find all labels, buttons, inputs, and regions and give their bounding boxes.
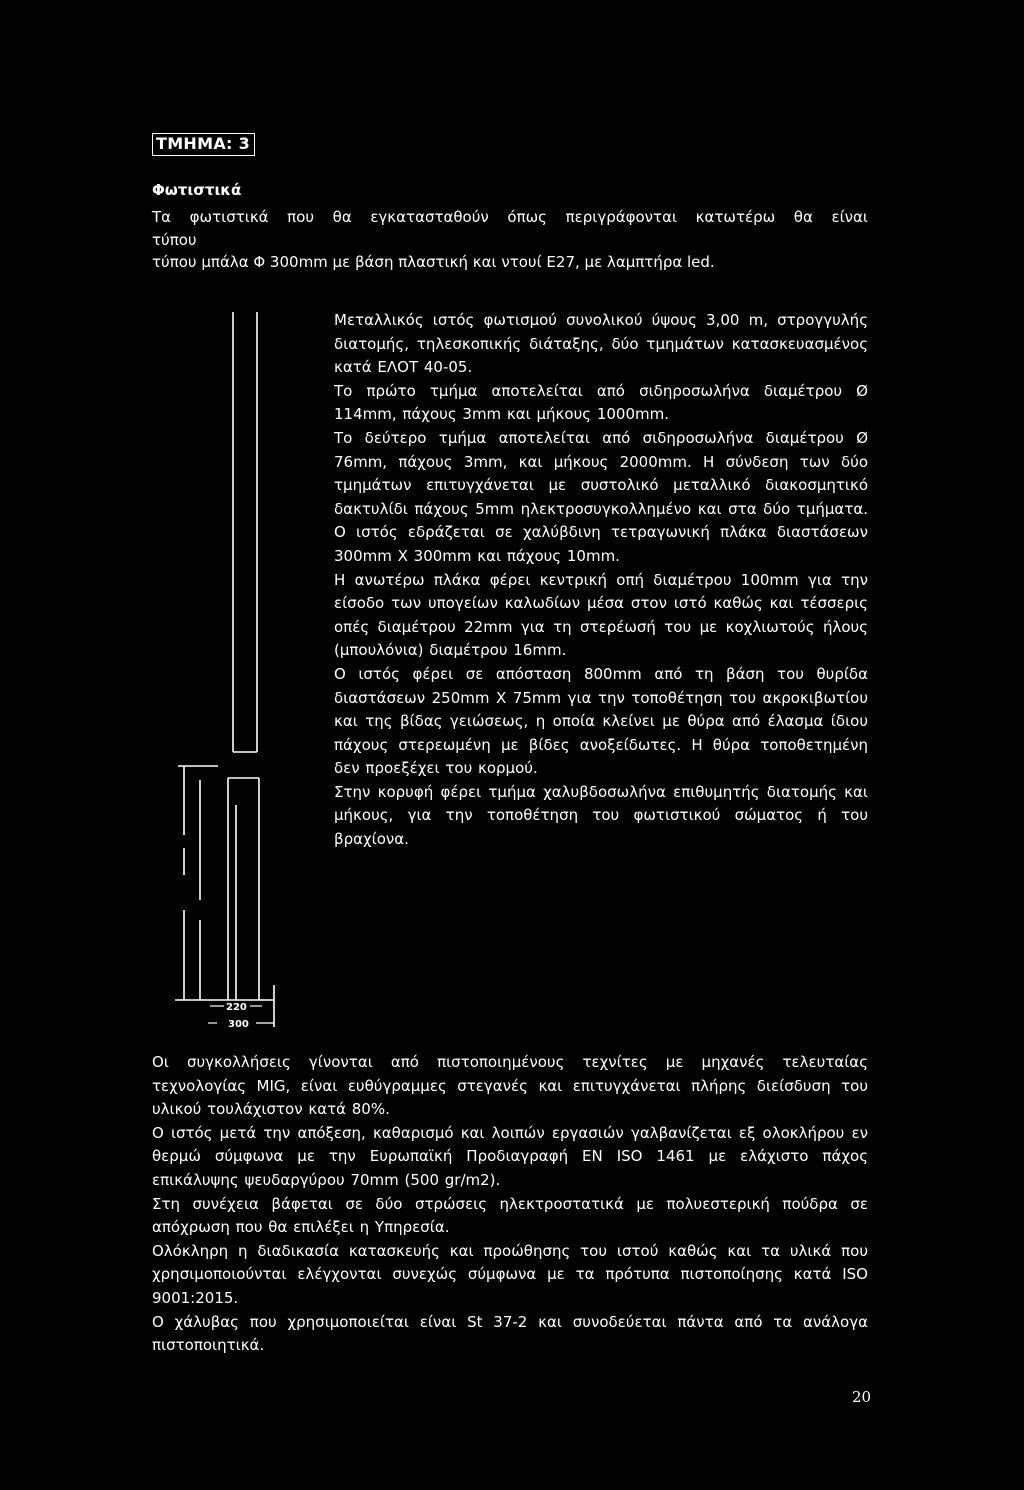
note-paragraph: Ο χάλυβας που χρησιμοποιείται είναι St 37-2 και συνοδεύεται πάντα από τα ανάλογα πιστοποιητικά. bbox=[152, 1312, 868, 1355]
pole-outline bbox=[175, 312, 274, 1027]
note-paragraph: Οι συγκολλήσεις γίνονται από πιστοποιημένους τεχνίτες με μηχανές τελευταίας τεχνολογίας MIG, είναι ευθύγραμμες στεγανές και επιτυγχάνεται πλήρης διείσδυση του υλικού τουλάχιστον κατά 80%. bbox=[152, 1053, 868, 1119]
section-heading: Φωτιστικά bbox=[152, 181, 242, 199]
note-paragraph: Ολόκληρη η διαδικασία κατασκευής και προώθησης του ιστού καθώς και τα υλικά που χρησιμοποιούνται ελέγχονται συνεχώς σύμφωνα με τα πρότυπα πιστοποίησης κατά ISO 9001:2015. bbox=[152, 1241, 868, 1307]
dimension-label-outer: 300 bbox=[228, 1019, 249, 1030]
pole-technical-drawing bbox=[170, 300, 280, 1040]
section-tag: ΤΜΗΜΑ: 3 bbox=[152, 133, 255, 156]
spec-paragraph: Το πρώτο τμήμα αποτελείται από σιδηροσωλήνα διαμέτρου Ø 114mm, πάχους 3mm και μήκους 1000mm. bbox=[334, 381, 868, 424]
spec-paragraph: Μεταλλικός ιστός φωτισμού συνολικού ύψους 3,00 m, στρογγυλής διατομής, τηλεσκοπικής διάταξης, δύο τμημάτων κατασκευασμένος κατά ΕΛΟΤ 40-05. bbox=[334, 311, 868, 377]
note-paragraph: Στη συνέχεια βάφεται σε δύο στρώσεις ηλεκτροστατικά με πολυεστερική πούδρα σε απόχρωση που θα επιλέξει η Υπηρεσία. bbox=[152, 1194, 868, 1237]
page-number: 20 bbox=[852, 1388, 872, 1406]
construction-notes bbox=[152, 1051, 868, 1358]
spec-paragraph: Ο ιστός φέρει σε απόσταση 800mm από τη βάση του θυρίδα διαστάσεων 250mm X 75mm για την τοποθέτηση του ακροκιβωτίου και της βίδας γειώσεως, η οποία κλείνει με θύρα από έλασμα ίδιου πάχους στερεωμένη με βίδες ανοξείδωτες. Η θύρα τοποθετημένη δεν προεξέχει του κορμού. bbox=[334, 664, 868, 778]
pole-specification bbox=[334, 309, 868, 852]
spec-paragraph: Στην κορυφή φέρει τμήμα χαλυβδοσωλήνα επιθυμητής διατομής και μήκους, για την τοποθέτηση του φωτιστικού σώματος ή του βραχίονα. bbox=[334, 782, 868, 849]
spec-paragraph: Το δεύτερο τμήμα αποτελείται από σιδηροσωλήνα διαμέτρου Ø 76mm, πάχους 3mm, και μήκους 2000mm. Η σύνδεση των δύο τμημάτων επιτυγχάνεται με συστολικό μεταλλικό διακοσμητικό δακτυλίδι πάχους 5mm ηλεκτροσυγκολλημένο και στα δύο τμήματα. Ο ιστός εδράζεται σε χαλύβδινη τετραγωνική πλάκα διαστάσεων 300mm X 300mm και πάχους 10mm. bbox=[334, 428, 868, 565]
intro-paragraph bbox=[152, 206, 868, 274]
note-paragraph: Ο ιστός μετά την απόξεση, καθαρισμό και λοιπών εργασιών γαλβανίζεται εξ ολοκλήρου εν θερμώ σύμφωνα με την Ευρωπαϊκή Προδιαγραφή EN ISO 1461 με ελάχιστο πάχος επικάλυψης ψευδαργύρου 70mm (500 gr/m2). bbox=[152, 1123, 868, 1189]
intro-line: Τα φωτιστικά που θα εγκατασταθούν όπως περιγράφονται κατωτέρω θα είναι bbox=[152, 208, 868, 226]
dimension-label-inner: 220 bbox=[226, 1002, 247, 1013]
intro-line: τύπου μπάλα Φ 300mm με βάση πλαστική και ντουί Ε27, με λαμπτήρα led. bbox=[152, 253, 715, 271]
intro-line: τύπου bbox=[152, 230, 197, 249]
spec-paragraph: Η ανωτέρω πλάκα φέρει κεντρική οπή διαμέτρου 100mm για την είσοδο των υπογείων καλωδίων μέσα στον ιστό καθώς και τέσσερις οπές διαμέτρου 22mm για τη στερέωσή του με κοχλιωτούς ήλους (μπουλόνια) διαμέτρου 16mm. bbox=[334, 570, 868, 660]
